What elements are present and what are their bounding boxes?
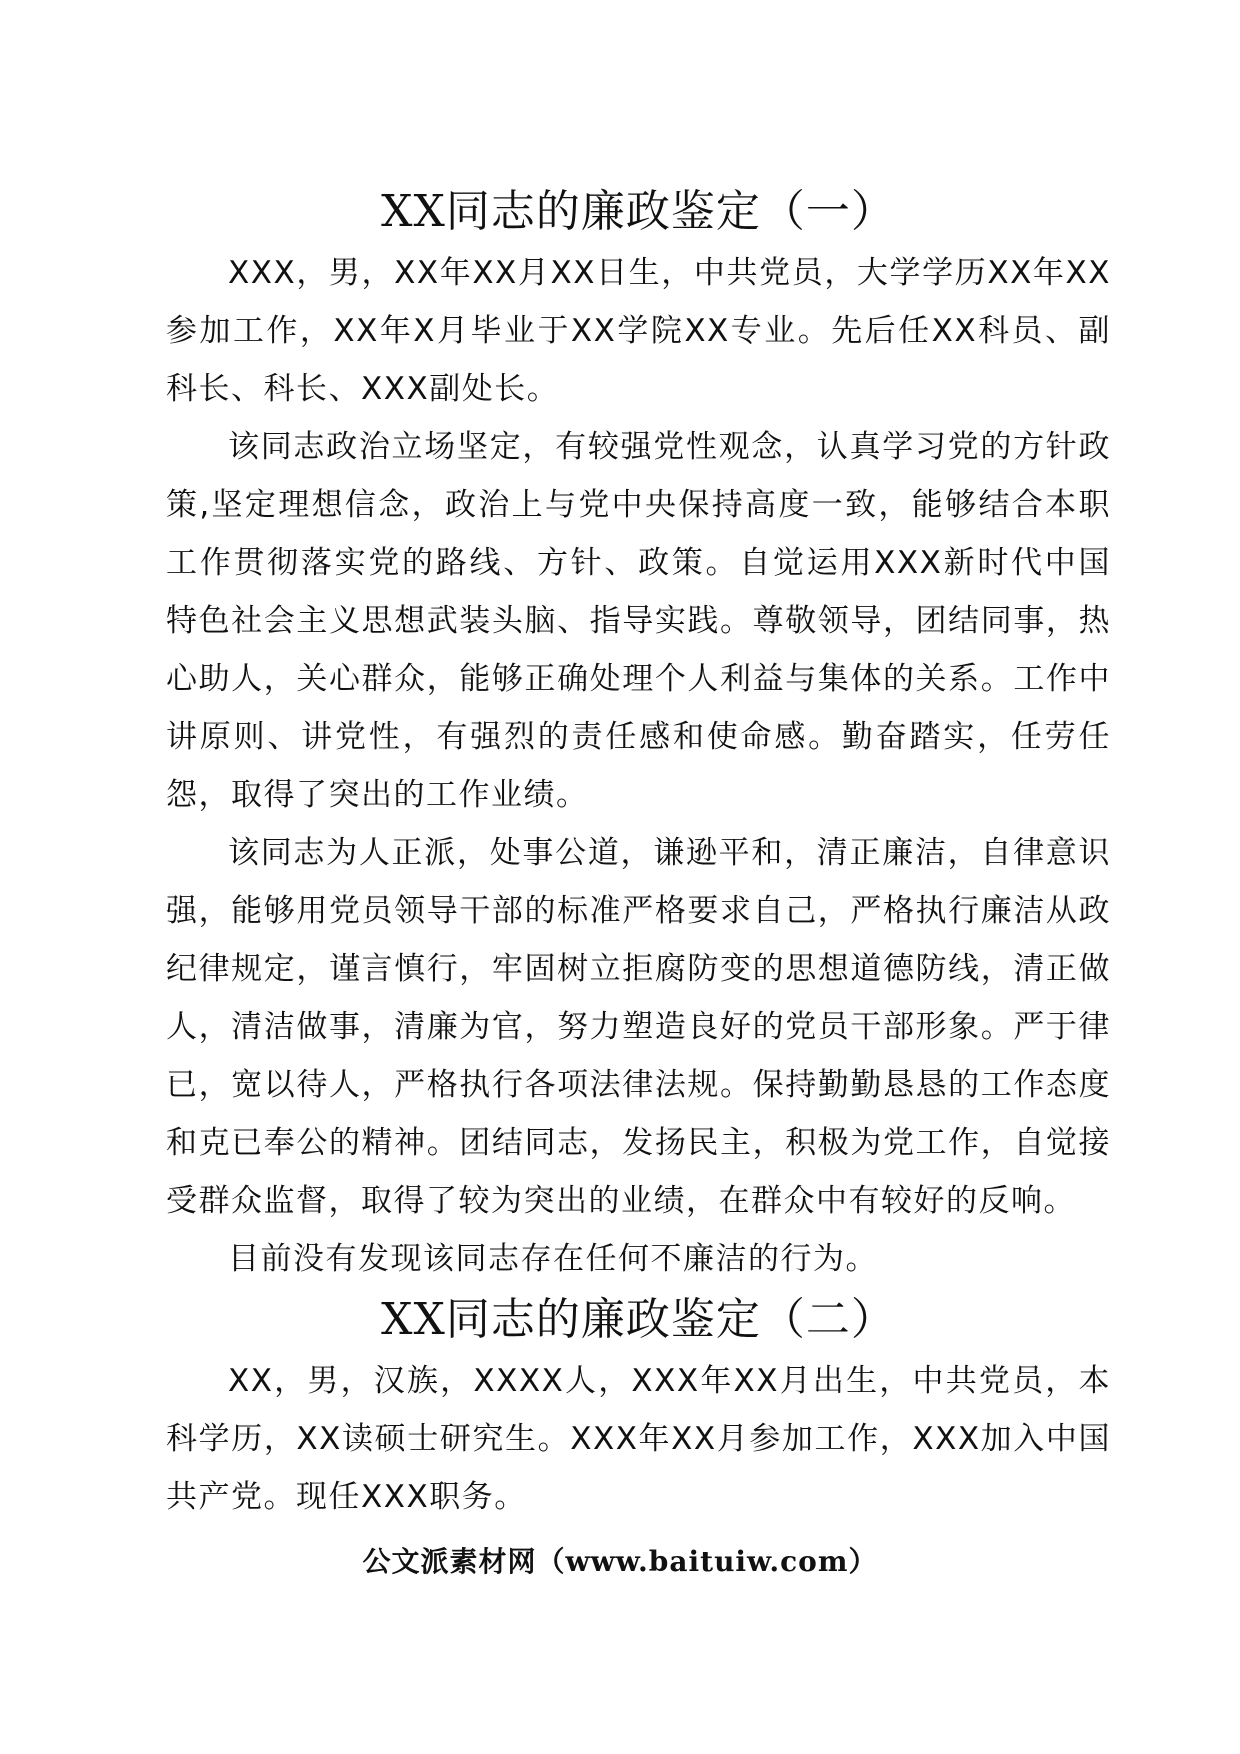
section-1-paragraph-3: 该同志为人正派，处事公道，谦逊平和，清正廉洁，自律意识强，能够用党员领导干部的标准严格要求自己，严格执行廉洁从政纪律规定，谨言慎行，牢固树立拒腐防变的思想道德防线，清正做人，清洁做事，清廉为官，努力塑造良好的党员干部形象。严于律已，宽以待人，严格执行各项法律法规。保持勤勤恳恳的工作态度和克已奉公的精神。团结同志，发扬民主，积极为党工作，自觉接受群众监督，取得了较为突出的业绩，在群众中有较好的反响。 — [166, 835, 1111, 1219]
section-1-paragraph-2: 该同志政治立场坚定，有较强党性观念，认真学习党的方针政策,坚定理想信念，政治上与党中央保持高度一致，能够结合本职工作贯彻落实党的路线、方针、政策。自觉运用XXX新时代中国特色社会主义思想武装头脑、指导实践。尊敬领导，团结同事，热心助人，关心群众，能够正确处理个人利益与集体的关系。工作中讲原则、讲党性，有强烈的责任感和使命感。勤奋踏实，任劳任怨，取得了突出的工作业绩。 — [166, 429, 1111, 813]
section-2-paragraph-1: XX，男，汉族，XXXX人，XXX年XX月出生，中共党员，本科学历，XX读硕士研究生。XXX年XX月参加工作，XXX加入中国共产党。现任XXX职务。 — [166, 1363, 1111, 1515]
section-2-title: XX同志的廉政鉴定（二） — [381, 1294, 896, 1345]
section-1-title: XX同志的廉政鉴定（一） — [381, 186, 896, 237]
document-body — [166, 180, 1111, 1526]
footer-watermark-text: 公文派素材网（www.baituiw.com） — [362, 1545, 878, 1578]
section-1-paragraph-1: XXX，男，XX年XX月XX日生，中共党员，大学学历XX年XX参加工作，XX年X月毕业于XX学院XX专业。先后任XX科员、副科长、科长、XXX副处长。 — [166, 255, 1111, 407]
section-1-paragraph-4: 目前没有发现该同志存在任何不廉洁的行为。 — [228, 1241, 878, 1277]
